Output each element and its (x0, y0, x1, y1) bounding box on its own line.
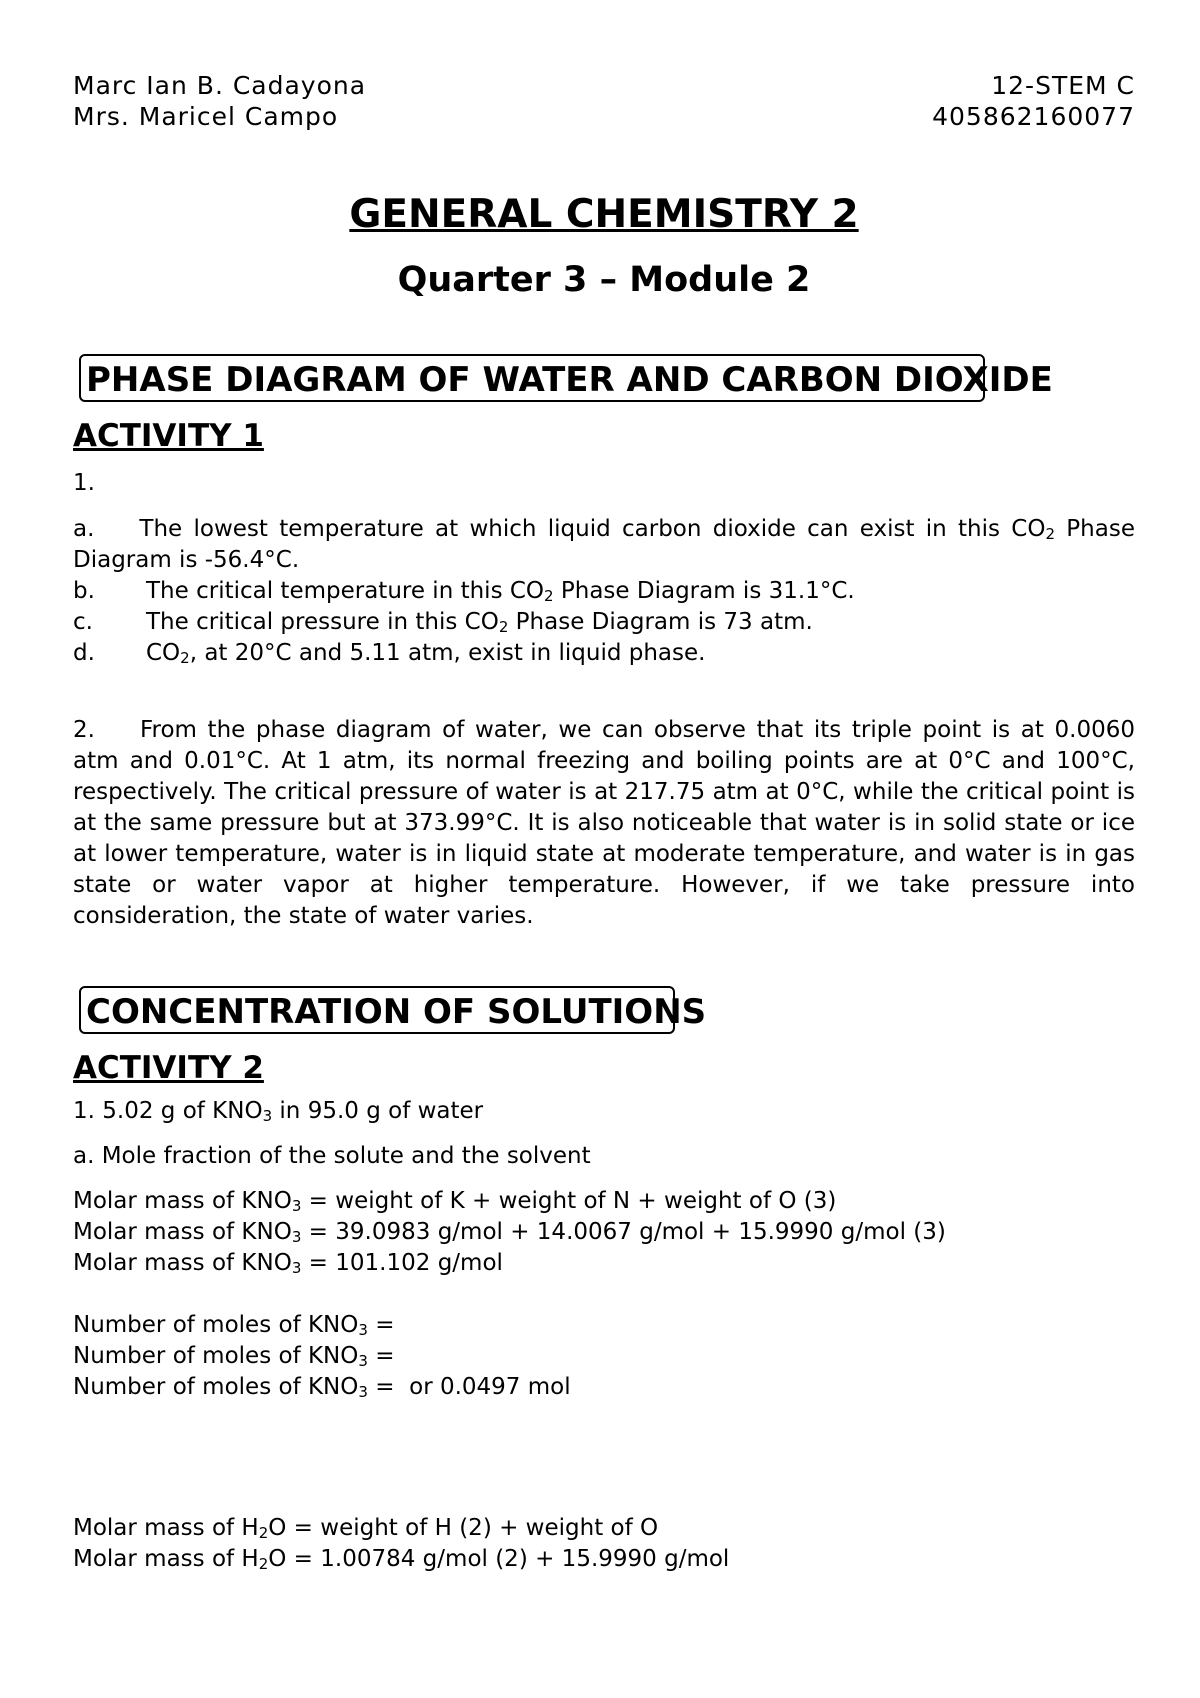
header-row-1 (73, 70, 1135, 101)
moles-kno3-block (73, 1310, 1135, 1403)
calc-text: Molar mass of H (73, 1515, 259, 1541)
header-row-2 (73, 101, 1135, 132)
problem-text: 1. 5.02 g of KNO (73, 1098, 263, 1124)
calc-text-cont: = 101.102 g/mol (301, 1250, 503, 1276)
id-number: 405862160077 (932, 102, 1135, 131)
subscript: 2 (544, 587, 554, 605)
document-subtitle: Quarter 3 – Module 2 (397, 260, 811, 300)
subscript: 2 (180, 649, 190, 667)
subscript: 2 (498, 618, 509, 636)
calc-line (73, 1217, 1135, 1248)
subscript: 2 (1045, 525, 1056, 543)
item-label: c. (73, 609, 93, 635)
molar-mass-h2o-block (73, 1513, 1135, 1575)
calc-text: Number of moles of KNO (73, 1374, 359, 1400)
document-title: GENERAL CHEMISTRY 2 (349, 192, 859, 237)
section-heading-text: CONCENTRATION OF SOLUTIONS (86, 992, 707, 1032)
calc-text-cont: = (367, 1343, 395, 1369)
molar-mass-kno3-block (73, 1186, 1135, 1279)
calc-line (73, 1310, 1135, 1341)
answer-item-a (73, 514, 1135, 576)
item-text-cont: Phase Diagram is -56.4°C. (73, 516, 1135, 573)
item-text-cont: , at 20°C and 5.11 atm, exist in liquid phase. (189, 640, 706, 666)
section-heading-phase-diagram (73, 358, 1135, 402)
calc-text-cont: = weight of K + weight of N + weight of O (3) (301, 1188, 837, 1214)
calc-line (73, 1341, 1135, 1372)
item-label: b. (73, 578, 95, 604)
calc-text-cont: = or 0.0497 mol (367, 1374, 571, 1400)
activity-2-heading: ACTIVITY 2 (73, 1050, 264, 1086)
subscript: 3 (291, 1197, 302, 1215)
item-text: The lowest temperature at which liquid carbon dioxide can exist in this CO (139, 516, 1046, 542)
item-label: a. (73, 516, 95, 542)
problem-text-cont: in 95.0 g of water (272, 1098, 484, 1124)
item-label: d. (73, 640, 95, 666)
calc-text-cont: O = weight of H (2) + weight of O (268, 1515, 659, 1541)
subscript: 2 (258, 1524, 269, 1542)
document-page (73, 70, 1135, 1575)
section-heading-concentration (73, 990, 1135, 1034)
calc-text: Number of moles of KNO (73, 1343, 359, 1369)
calc-line (73, 1544, 1135, 1575)
calc-text: Molar mass of H (73, 1546, 259, 1572)
calc-text: Number of moles of KNO (73, 1312, 359, 1338)
subscript: 3 (291, 1228, 302, 1246)
calc-text-cont: O = 1.00784 g/mol (2) + 15.9990 g/mol (268, 1546, 730, 1572)
calc-line (73, 1513, 1135, 1544)
calc-line (73, 1186, 1135, 1217)
subscript: 3 (291, 1259, 302, 1277)
item-text: The critical pressure in this CO (146, 609, 499, 635)
item-text-cont: Phase Diagram is 73 atm. (508, 609, 813, 635)
calc-text: Molar mass of KNO (73, 1250, 292, 1276)
student-name: Marc Ian B. Cadayona (73, 71, 367, 100)
subscript: 3 (358, 1352, 368, 1370)
calc-text-cont: = (367, 1312, 395, 1338)
question-2-number: 2. (73, 717, 95, 743)
section-heading-text: PHASE DIAGRAM OF WATER AND CARBON DIOXIDE (86, 360, 1053, 400)
answer-question-2 (73, 715, 1135, 932)
calc-text-cont: = 39.0983 g/mol + 14.0067 g/mol + 15.9990 g/mol (3) (301, 1219, 946, 1245)
item-text: CO (146, 640, 181, 666)
answer-item-b (73, 576, 1135, 607)
calc-line (73, 1248, 1135, 1279)
part-a-label: a. Mole fraction of the solute and the solvent (73, 1143, 591, 1169)
subscript: 3 (262, 1107, 273, 1125)
answer-item-d (73, 638, 1135, 669)
teacher-name: Mrs. Maricel Campo (73, 102, 339, 131)
question-2-text: From the phase diagram of water, we can observe that its triple point is at 0.0060 atm and 0.01°C. At 1 atm, its normal freezing and boiling points are at 0°C and 100°C, respectively. The critical pressure of water is at 217.75 atm at 0°C, while the critical point is at the same pressure but at 373.99°C. It is also noticeable that water is in solid state or ice at lower temperature, water is in liquid state at moderate temperature, and water is in gas state or water vapor at higher temperature. However, if we take pressure into consideration, the state of water varies. (73, 717, 1135, 929)
student-section: 12-STEM C (991, 71, 1135, 100)
item-text: The critical temperature in this CO (146, 578, 545, 604)
activity-1-heading: ACTIVITY 1 (73, 418, 264, 454)
calc-line (73, 1372, 1135, 1403)
answer-item-c (73, 607, 1135, 638)
calc-text: Molar mass of KNO (73, 1219, 292, 1245)
calc-text: Molar mass of KNO (73, 1188, 292, 1214)
subscript: 3 (358, 1321, 368, 1339)
question-1-number: 1. (73, 470, 95, 496)
subscript: 3 (358, 1383, 368, 1401)
problem-statement (73, 1096, 1135, 1127)
subscript: 2 (258, 1555, 269, 1573)
item-text-cont: Phase Diagram is 31.1°C. (553, 578, 855, 604)
